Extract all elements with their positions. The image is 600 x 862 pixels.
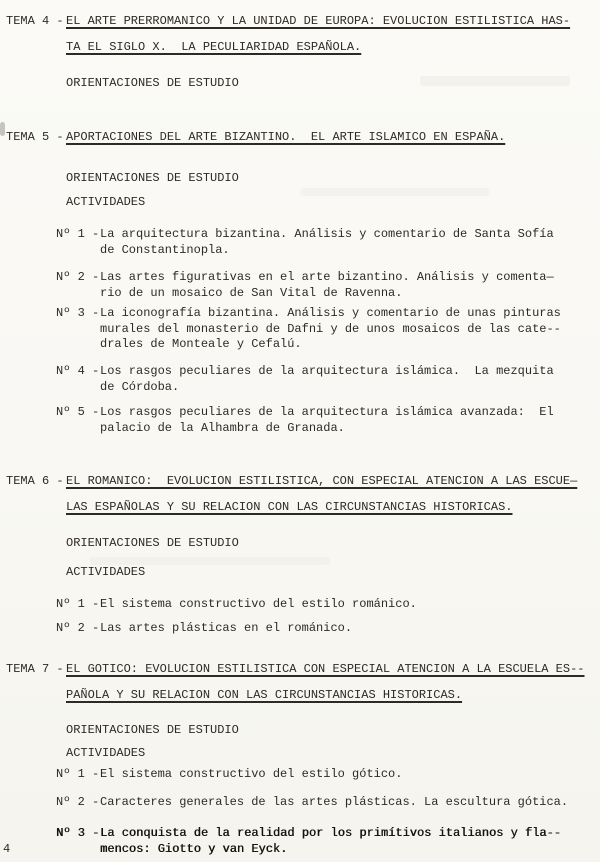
tema-7-title xyxy=(66,656,584,708)
activity-text xyxy=(100,597,417,613)
tema-5-orientaciones-label: ORIENTACIONES DE ESTUDIO xyxy=(66,171,239,185)
activity-text xyxy=(100,364,554,395)
activity-line: murales del monasterio de Dafni y de unos mosaicos de las cate-- xyxy=(100,321,561,336)
activity-line: de Córdoba. xyxy=(100,379,180,394)
tema-6-title-line-2: LAS ESPAÑOLAS Y SU RELACION CON LAS CIRCUNSTANCIAS HISTORICAS. xyxy=(66,500,513,514)
activity-line: Los rasgos peculiares de la arquitectura islámica. La mezquita xyxy=(100,364,554,378)
activity-text xyxy=(100,826,561,857)
activity-text xyxy=(100,621,352,637)
tema-5-title xyxy=(66,124,505,150)
activity-number: Nº 3 - xyxy=(56,826,100,840)
tema-6-title xyxy=(66,468,577,520)
activity-item xyxy=(56,227,554,258)
scan-smudge xyxy=(300,188,490,196)
activity-number: Nº 5 - xyxy=(56,405,100,419)
activity-number: Nº 2 - xyxy=(56,621,100,635)
tema-7-title-line-2: PAÑOLA Y SU RELACION CON LAS CIRCUNSTANCIAS HISTORICAS. xyxy=(66,688,463,702)
activity-number: Nº 1 - xyxy=(56,597,100,611)
tema-4-title-line-2: TA EL SIGLO X. LA PECULIARIDAD ESPAÑOLA. xyxy=(66,40,362,54)
activity-number: Nº 1 - xyxy=(56,767,100,781)
activity-item xyxy=(56,826,561,857)
tema-7-actividades-label: ACTIVIDADES xyxy=(66,746,146,760)
activity-number: Nº 4 - xyxy=(56,364,100,378)
scan-smudge xyxy=(420,76,570,86)
tema-6-orientaciones-label: ORIENTACIONES DE ESTUDIO xyxy=(66,536,239,550)
activity-number: Nº 3 - xyxy=(56,306,100,320)
tema-6-label: TEMA 6 - xyxy=(6,474,64,488)
activity-line: Los rasgos peculiares de la arquitectura islámica avanzada: El xyxy=(100,405,554,419)
activity-text xyxy=(100,767,402,783)
activity-line: rio de un mosaico de San Vital de Ravenna. xyxy=(100,285,403,300)
activity-line: palacio de la Alhambra de Granada. xyxy=(100,420,345,435)
activity-text xyxy=(100,405,554,436)
activity-text xyxy=(100,227,554,258)
tema-5-title-line-1: APORTACIONES DEL ARTE BIZANTINO. EL ARTE ISLAMICO EN ESPAÑA. xyxy=(66,130,506,144)
tema-4-title-line-1: EL ARTE PRERROMANICO Y LA UNIDAD DE EUROPA: EVOLUCION ESTILISTICA HAS- xyxy=(66,14,571,28)
activity-item xyxy=(56,597,417,613)
activity-item xyxy=(56,405,554,436)
activity-line: mencos: Giotto y van Eyck. xyxy=(100,841,288,856)
activity-line: de Constantinopla. xyxy=(100,242,230,257)
activity-item xyxy=(56,306,561,353)
tema-4-title xyxy=(66,8,570,60)
activity-line: La conquista de la realidad por los primítivos italianos y fla-- xyxy=(100,826,561,840)
activity-number: Nº 1 - xyxy=(56,227,100,241)
activity-line: Caracteres generales de las artes plásticas. La escultura gótica. xyxy=(100,795,569,809)
tema-5-actividades-label: ACTIVIDADES xyxy=(66,195,146,209)
activity-item xyxy=(56,621,352,637)
activity-text xyxy=(100,795,568,811)
activity-item xyxy=(56,364,554,395)
activity-line: La iconografía bizantina. Análisis y comentario de unas pinturas xyxy=(100,306,561,320)
tema-6-title-line-1: EL ROMANICO: EVOLUCION ESTILISTICA, CON ESPECIAL ATENCION A LAS ESCUE— xyxy=(66,474,578,488)
activity-number: Nº 2 - xyxy=(56,795,100,809)
activity-line: El sistema constructivo del estilo gótico. xyxy=(100,767,403,781)
tema-7-title-line-1: EL GOTICO: EVOLUCION ESTILISTICA CON ESPECIAL ATENCION A LA ESCUELA ES-- xyxy=(66,662,585,676)
activity-line: El sistema constructivo del estilo románico. xyxy=(100,597,417,611)
tema-5-label: TEMA 5 - xyxy=(6,130,64,144)
activity-item xyxy=(56,767,402,783)
activity-line: La arquitectura bizantina. Análisis y comentario de Santa Sofía xyxy=(100,227,554,241)
tema-4-label: TEMA 4 - xyxy=(6,14,64,28)
activity-line: drales de Monteale y Cefalú. xyxy=(100,337,302,351)
activity-line: Las artes figurativas en el arte bizantino. Análisis y comenta— xyxy=(100,270,554,284)
activity-line: Las artes plásticas en el románico. xyxy=(100,621,353,635)
tema-7-label: TEMA 7 - xyxy=(6,662,64,676)
tema-6-actividades-label: ACTIVIDADES xyxy=(66,565,146,579)
activity-text xyxy=(100,306,561,353)
page-number: 4 xyxy=(3,842,11,856)
activity-text xyxy=(100,270,554,301)
activity-item xyxy=(56,795,568,811)
activity-number: Nº 2 - xyxy=(56,270,100,284)
activity-item xyxy=(56,270,554,301)
tema-7-orientaciones-label: ORIENTACIONES DE ESTUDIO xyxy=(66,723,239,737)
tema-4-orientaciones-label: ORIENTACIONES DE ESTUDIO xyxy=(66,76,239,90)
scan-edge-mark xyxy=(0,122,5,136)
